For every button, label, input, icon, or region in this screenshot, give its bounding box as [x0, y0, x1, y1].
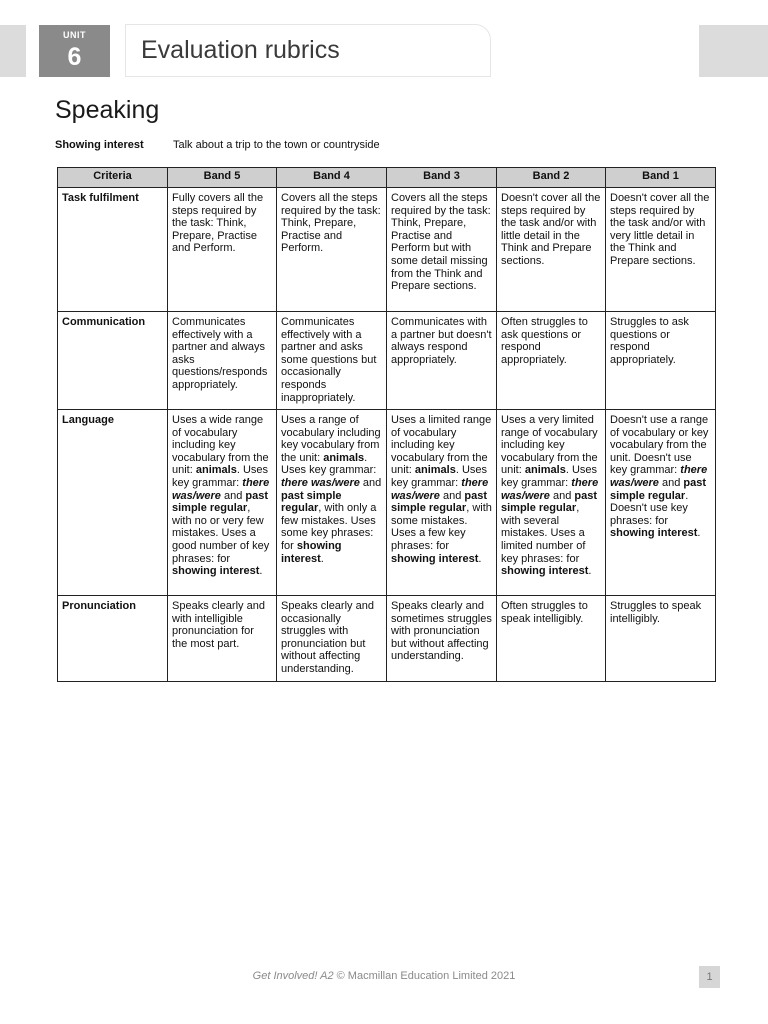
band-cell [497, 188, 606, 312]
band-text-segment: Communicates effectively with a partner and always asks questions/responds appropriately. [172, 316, 268, 391]
criteria-cell: Communication [58, 312, 168, 410]
band-cell [277, 410, 387, 596]
band-cell [168, 596, 277, 682]
band-text-segment: showing interest [391, 552, 479, 565]
band-text-segment: . [478, 552, 482, 565]
unit-label: UNIT [63, 30, 86, 40]
band-text-segment: there was/were [501, 476, 599, 502]
header-band-5: Band 5 [168, 168, 277, 188]
band-text-segment: there was/were [172, 476, 270, 502]
band-cell [497, 410, 606, 596]
band-cell [387, 410, 497, 596]
right-edge-tab [699, 25, 768, 77]
band-text-segment: Communicates with a partner but doesn't always respond appropriately. [391, 316, 492, 366]
header-criteria: Criteria [58, 168, 168, 188]
band-text-segment: showing interest [501, 565, 589, 578]
band-text-segment: Communicates effectively with a partner and asks some questions but occasionally responds inappropriately. [281, 316, 377, 404]
band-cell [387, 312, 497, 410]
band-text-segment: Struggles to ask questions or respond appropriately. [610, 316, 689, 366]
unit-badge [39, 25, 110, 77]
band-cell [606, 188, 716, 312]
band-text-segment: . Uses key grammar: [391, 464, 488, 489]
band-text-segment: , with no or very few mistakes. Uses a good number of key phrases: for [172, 502, 270, 565]
band-cell [168, 188, 277, 312]
table-row [58, 410, 716, 596]
band-text-segment: Uses a limited range of vocabulary including key vocabulary from the unit: [391, 414, 492, 477]
header-band-2: Band 2 [497, 168, 606, 188]
band-text-segment: , with only a few mistakes. Uses some key phrases: for [281, 502, 377, 552]
band-cell [277, 596, 387, 682]
band-text-segment: and [220, 489, 246, 502]
band-cell [497, 596, 606, 682]
band-text-segment: showing interest [610, 527, 698, 540]
criteria-cell: Task fulfilment [58, 188, 168, 312]
band-cell [168, 312, 277, 410]
table-row [58, 312, 716, 410]
band-text-segment: Often struggles to speak intelligibly. [501, 600, 588, 625]
band-text-segment: Doesn't cover all the steps required by the task and/or with very little detail in the Think and Prepare sections. [610, 192, 710, 267]
band-cell [277, 312, 387, 410]
band-text-segment: there was/were [281, 476, 360, 489]
band-text-segment: and [549, 489, 575, 502]
header-title-box [125, 24, 491, 77]
unit-number: 6 [67, 43, 82, 71]
footer-copyright: © Macmillan Education Limited 2021 [336, 970, 516, 982]
header-band-3: Band 3 [387, 168, 497, 188]
band-text-segment: . Doesn't use key phrases: for [610, 489, 689, 527]
band-text-segment: there was/were [391, 476, 489, 502]
band-text-segment: past simple regular [281, 489, 342, 515]
band-text-segment: Covers all the steps required by the task: Think, Prepare, Practise and Perform. [281, 192, 381, 255]
band-text-segment: Uses a range of vocabulary including key vocabulary from the unit: [281, 414, 381, 464]
header-band-1: Band 1 [606, 168, 716, 188]
band-text-segment: . [320, 552, 324, 565]
band-text-segment: showing interest [172, 565, 260, 578]
band-text-segment: there was/were [610, 464, 708, 489]
left-edge-tab [0, 25, 26, 77]
band-text-segment: . [259, 565, 263, 578]
page-title: Evaluation rubrics [141, 36, 340, 64]
band-text-segment: Doesn't cover all the steps required by the task and/or with little detail in the Think and Prepare sections. [501, 192, 601, 267]
band-text-segment: . [588, 565, 592, 578]
subtitle-text: Talk about a trip to the town or countryside [173, 139, 380, 151]
band-text-segment: . Uses key grammar: [501, 464, 598, 489]
band-cell [387, 596, 497, 682]
band-text-segment: showing interest [281, 539, 342, 565]
subtitle-label: Showing interest [55, 139, 144, 151]
band-text-segment: Uses a wide range of vocabulary including key vocabulary from the unit: [172, 414, 269, 477]
band-text-segment: animals [323, 451, 365, 464]
band-cell [277, 188, 387, 312]
band-cell [497, 312, 606, 410]
band-text-segment: Speaks clearly and sometimes struggles with pronunciation but without affecting understanding. [391, 600, 492, 663]
criteria-cell: Pronunciation [58, 596, 168, 682]
band-text-segment: Uses a very limited range of vocabulary including key vocabulary from the unit: [501, 414, 598, 477]
band-text-segment: Speaks clearly and occasionally struggles with pronunciation but without affecting understanding. [281, 600, 374, 675]
rubric-table [57, 167, 716, 682]
footer-book-title: Get Involved! A2 [252, 970, 334, 982]
band-text-segment: Covers all the steps required by the task: Think, Prepare, Practise and Perform but with some detail missing from the Think and Prepare sections. [391, 192, 491, 293]
page-number: 1 [699, 966, 720, 988]
band-text-segment: . Uses key grammar: [172, 464, 269, 489]
band-text-segment: past simple regular [610, 476, 707, 502]
table-header-row [58, 168, 716, 188]
band-text-segment: animals [524, 464, 566, 477]
table-row [58, 188, 716, 312]
band-text-segment: past simple regular [501, 489, 598, 515]
band-text-segment: Often struggles to ask questions or respond appropriately. [501, 316, 588, 366]
band-text-segment: Struggles to speak intelligibly. [610, 600, 702, 625]
section-title: Speaking [55, 96, 160, 124]
band-text-segment: , with several mistakes. Uses a limited number of key phrases: for [501, 502, 586, 565]
band-text-segment: . [697, 527, 701, 540]
band-text-segment: and [658, 476, 684, 489]
band-cell [606, 410, 716, 596]
band-text-segment: Speaks clearly and with intelligible pronunciation for the most part. [172, 600, 265, 650]
footer [0, 970, 768, 982]
criteria-cell: Language [58, 410, 168, 596]
band-text-segment: and [359, 476, 382, 489]
band-text-segment: animals [414, 464, 456, 477]
band-text-segment: and [439, 489, 465, 502]
band-text-segment: . Uses key grammar: [281, 451, 377, 477]
band-text-segment: Doesn't use a range of vocabulary or key vocabulary from the unit. Doesn't use key grammar: [610, 414, 709, 477]
band-text-segment: , with some mistakes. Uses a few key phrases: for [391, 502, 492, 552]
band-text-segment: animals [195, 464, 237, 477]
band-cell [387, 188, 497, 312]
header-band-4: Band 4 [277, 168, 387, 188]
band-cell [606, 596, 716, 682]
band-cell [606, 312, 716, 410]
table-row [58, 596, 716, 682]
band-text-segment: Fully covers all the steps required by the task: Think, Prepare, Practise and Perform. [172, 192, 264, 255]
band-text-segment: past simple regular [172, 489, 269, 515]
band-text-segment: past simple regular [391, 489, 488, 515]
band-cell [168, 410, 277, 596]
